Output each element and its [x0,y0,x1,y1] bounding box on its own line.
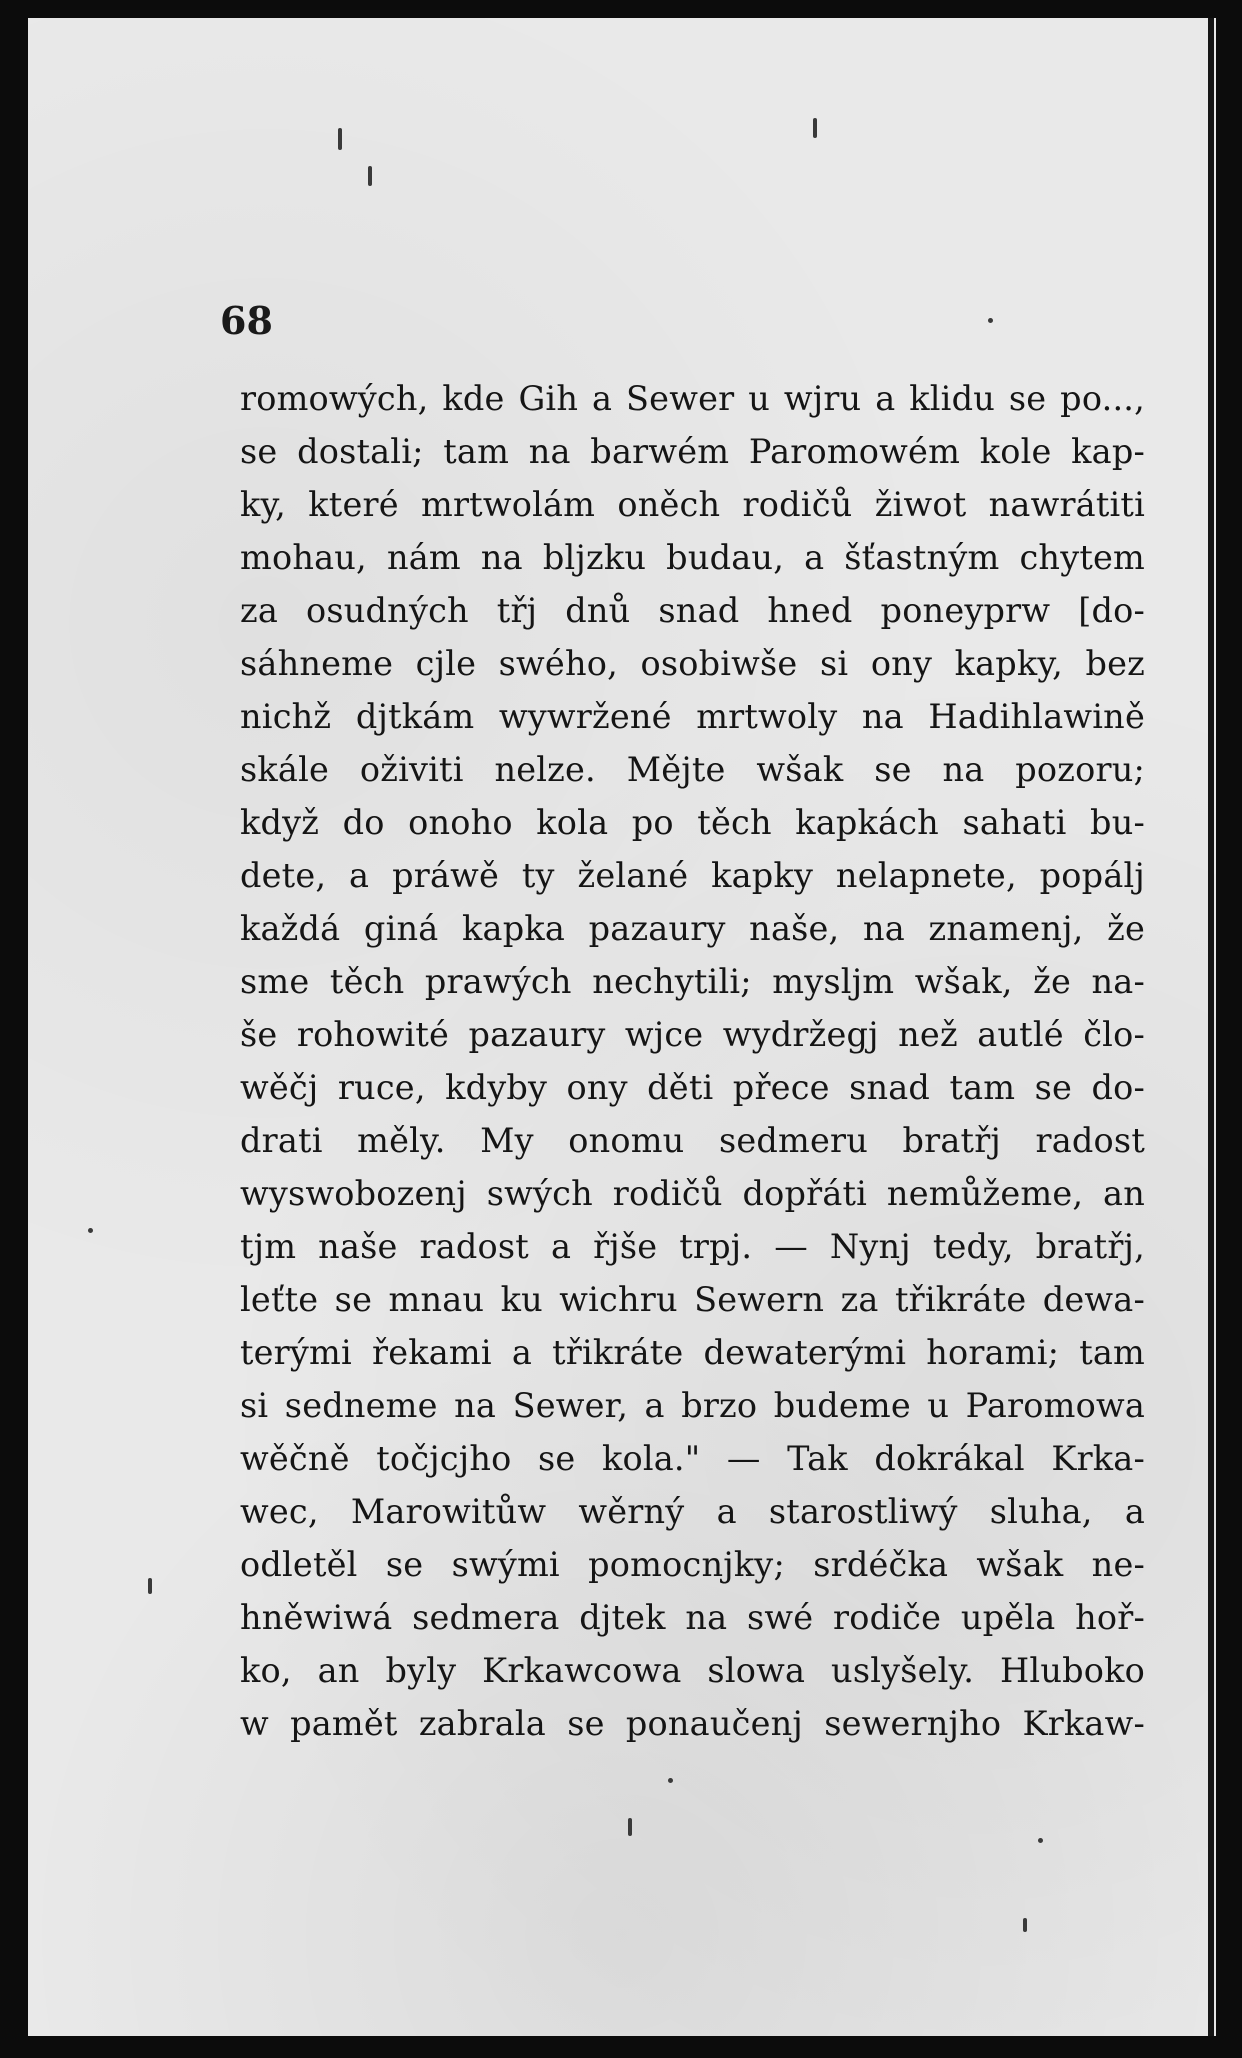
body-text [240,372,1145,1750]
book-page [28,18,1216,2036]
print-speck [813,118,817,138]
text-line: terými řekami a třikráte dewaterými horami; tam [240,1333,1145,1372]
text-line: tjm naše radost a řjše trpj. — Nynj tedy, bratřj, [240,1227,1145,1266]
text-line: še rohowité pazaury wjce wydržegj než autlé člo- [240,1015,1145,1054]
text-line: ko, an byly Krkawcowa slowa uslyšely. Hluboko [240,1651,1145,1690]
text-line: každá giná kapka pazaury naše, na znamenj, že [240,909,1145,948]
text-line: za osudných třj dnů snad hned poneyprw [do- [240,591,1145,630]
text-line: si sedneme na Sewer, a brzo budeme u Paromowa [240,1386,1145,1425]
text-line: leťte se mnau ku wichru Sewern za třikráte dewa- [240,1280,1145,1319]
text-line: drati měly. My onomu sedmeru bratřj radost [240,1121,1145,1160]
print-speck [1038,1838,1043,1843]
print-speck [88,1228,93,1233]
print-speck [988,318,993,323]
text-line: romowých, kde Gih a Sewer u wjru a klidu se po..., [240,379,1145,418]
text-line: ky, které mrtwolám oněch rodičů žiwot nawrátiti [240,485,1145,524]
print-speck [368,166,372,186]
print-speck [628,1818,632,1836]
print-speck [668,1778,673,1783]
text-line: dete, a práwě ty želané kapky nelapnete, popálj [240,856,1145,895]
text-line: hněwiwá sedmera djtek na swé rodiče upěla hoř- [240,1598,1145,1637]
text-line: skále oživiti nelze. Mějte wšak se na pozoru; [240,750,1145,789]
text-line: sáhneme cjle swého, osobiwše si ony kapky, bez [240,644,1145,683]
print-speck [338,128,342,150]
text-line: wec, Marowitůw wěrný a starostliwý sluha, a [240,1492,1145,1531]
text-line: mohau, nám na bljzku budau, a šťastným chytem [240,538,1145,577]
text-line: se dostali; tam na barwém Paromowém kole kap- [240,432,1145,471]
text-line: w pamět zabrala se ponaučenj sewernjho Krkaw- [240,1704,1145,1743]
print-speck [148,1578,152,1594]
text-line: když do onoho kola po těch kapkách sahati bu- [240,803,1145,842]
page-number: 68 [220,298,273,343]
text-line: odletěl se swými pomocnjky; srdéčka wšak ne- [240,1545,1145,1584]
text-line: wěčj ruce, kdyby ony děti přece snad tam se do- [240,1068,1145,1107]
print-speck [1023,1918,1027,1932]
text-line: nichž djtkám wywržené mrtwoly na Hadihlawině [240,697,1145,736]
text-line: sme těch prawých nechytili; myslјm wšak, že na- [240,962,1145,1001]
text-line: wěčně točjcjho se kola." — Tak dokrákal Krka- [240,1439,1145,1478]
text-line: wyswobozenj swých rodičů dopřáti nemůžeme, an [240,1174,1145,1213]
page-right-edge [1208,18,1214,2036]
